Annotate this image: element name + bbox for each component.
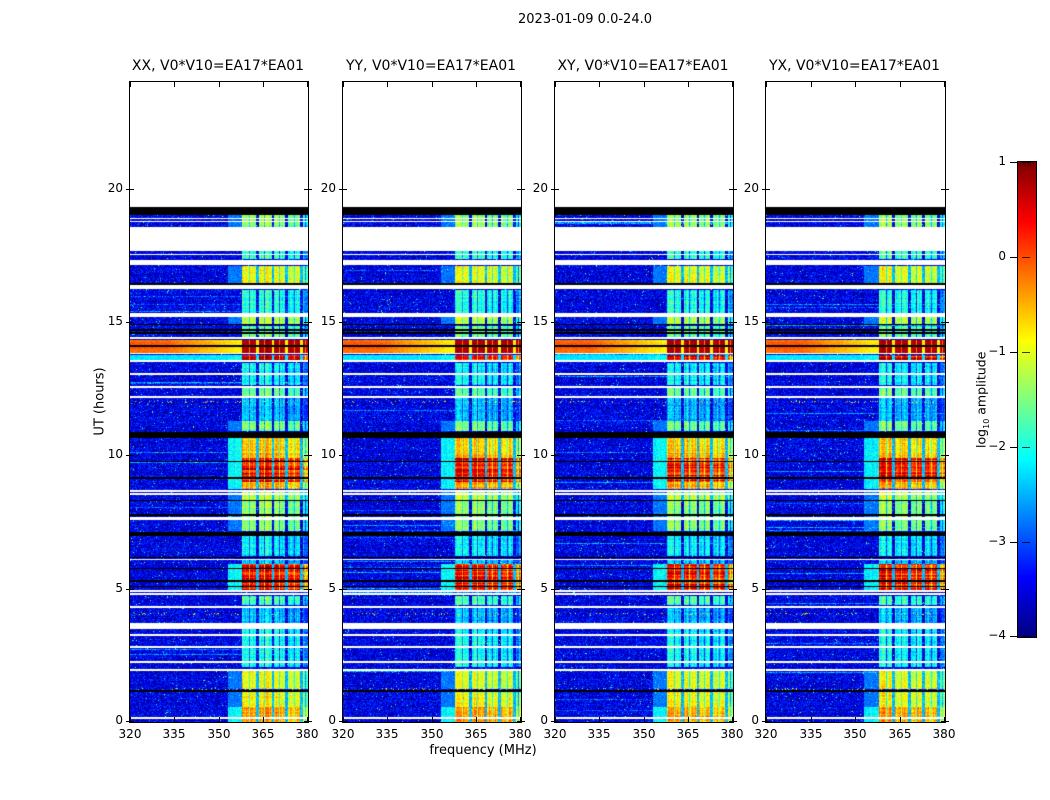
y-tick-label: 20 — [743, 181, 759, 195]
y-tick-mark — [339, 455, 347, 456]
panel-title-XY: XY, V0*V10=EA17*EA01 — [557, 58, 729, 74]
y-tick-label: 5 — [751, 581, 759, 595]
figure-title: 2023-01-09 0.0-24.0 — [518, 12, 652, 27]
x-tick-mark — [263, 717, 264, 722]
y-tick-label: 10 — [320, 447, 336, 461]
x-tick-mark — [520, 82, 521, 87]
x-tick-mark — [219, 82, 220, 87]
spectrogram-panel-XX — [129, 81, 309, 723]
panel-title-XX: XX, V0*V10=EA17*EA01 — [131, 58, 305, 74]
y-tick-mark — [762, 322, 770, 323]
y-tick-label: 0 — [751, 713, 759, 727]
x-tick-label: 380 — [508, 727, 532, 741]
x-tick-label: 380 — [295, 727, 319, 741]
y-tick-label: 20 — [532, 181, 548, 195]
y-tick-mark — [551, 589, 559, 590]
x-tick-label: 380 — [932, 727, 956, 741]
y-tick-label: 10 — [743, 447, 759, 461]
y-tick-label: 15 — [320, 314, 336, 328]
x-tick-label: 365 — [464, 727, 488, 741]
y-tick-mark — [941, 721, 949, 722]
x-tick-label: 320 — [331, 727, 355, 741]
x-tick-label: 350 — [207, 727, 231, 741]
x-tick-label: 350 — [632, 727, 656, 741]
y-tick-mark — [126, 721, 134, 722]
x-tick-label: 335 — [162, 727, 186, 741]
y-axis-label: UT (hours) — [92, 367, 108, 436]
y-tick-mark — [762, 455, 770, 456]
y-tick-mark — [762, 589, 770, 590]
spectrogram-panel-XY — [554, 81, 734, 723]
x-tick-mark — [599, 82, 600, 87]
colorbar-tick-mark — [1010, 542, 1018, 543]
y-tick-mark — [941, 589, 949, 590]
colorbar-tick-label: −4 — [988, 628, 1006, 642]
x-tick-label: 365 — [888, 727, 912, 741]
colorbar-tick-mark — [1022, 257, 1030, 258]
x-tick-mark — [307, 82, 308, 87]
y-tick-mark — [762, 721, 770, 722]
x-tick-mark — [219, 717, 220, 722]
y-tick-label: 5 — [115, 581, 123, 595]
x-tick-mark — [688, 717, 689, 722]
x-tick-mark — [855, 82, 856, 87]
y-tick-mark — [339, 322, 347, 323]
x-tick-mark — [944, 82, 945, 87]
colorbar-label-subscript: 10 — [981, 418, 991, 429]
x-tick-mark — [644, 717, 645, 722]
colorbar-label-prefix: log — [973, 428, 989, 448]
colorbar-tick-mark — [1022, 447, 1030, 448]
y-tick-label: 0 — [115, 713, 123, 727]
x-tick-label: 320 — [754, 727, 778, 741]
y-tick-mark — [941, 322, 949, 323]
y-tick-label: 5 — [540, 581, 548, 595]
spectrogram-canvas-YY — [343, 82, 521, 722]
colorbar-tick-mark — [1022, 636, 1030, 637]
y-tick-mark — [339, 721, 347, 722]
x-tick-mark — [732, 82, 733, 87]
x-tick-mark — [343, 82, 344, 87]
y-tick-label: 10 — [532, 447, 548, 461]
x-tick-mark — [900, 717, 901, 722]
colorbar-tick-mark — [1010, 636, 1018, 637]
x-tick-mark — [766, 82, 767, 87]
x-tick-label: 335 — [799, 727, 823, 741]
x-tick-label: 320 — [543, 727, 567, 741]
x-axis-label: frequency (MHz) — [429, 743, 537, 758]
colorbar-gradient — [1018, 162, 1036, 637]
spectrogram-canvas-YX — [766, 82, 945, 722]
x-tick-mark — [555, 82, 556, 87]
x-tick-mark — [130, 82, 131, 87]
y-tick-mark — [126, 455, 134, 456]
colorbar-label-suffix: amplitude — [973, 351, 989, 419]
x-tick-label: 350 — [420, 727, 444, 741]
y-tick-mark — [551, 455, 559, 456]
panel-title-YX: YX, V0*V10=EA17*EA01 — [768, 58, 941, 74]
colorbar-tick-label: −1 — [988, 344, 1006, 358]
colorbar-tick-label: 0 — [998, 249, 1006, 263]
x-tick-mark — [811, 82, 812, 87]
colorbar-tick-label: −2 — [988, 439, 1006, 453]
x-tick-mark — [855, 717, 856, 722]
y-tick-mark — [126, 189, 134, 190]
x-tick-mark — [688, 82, 689, 87]
y-tick-mark — [941, 189, 949, 190]
x-tick-mark — [174, 82, 175, 87]
colorbar-tick-mark — [1010, 447, 1018, 448]
y-tick-mark — [551, 189, 559, 190]
x-tick-mark — [599, 717, 600, 722]
x-tick-mark — [811, 717, 812, 722]
colorbar-tick-mark — [1010, 352, 1018, 353]
y-tick-label: 0 — [540, 713, 548, 727]
y-tick-label: 20 — [107, 181, 123, 195]
y-tick-label: 15 — [743, 314, 759, 328]
colorbar-tick-mark — [1010, 257, 1018, 258]
x-tick-label: 365 — [676, 727, 700, 741]
spectrogram-canvas-XX — [130, 82, 308, 722]
colorbar-tick-label: 1 — [998, 154, 1006, 168]
spectrogram-panel-YY — [342, 81, 522, 723]
x-tick-mark — [644, 82, 645, 87]
colorbar-tick-mark — [1022, 542, 1030, 543]
colorbar-tick-mark — [1022, 162, 1030, 163]
y-tick-mark — [551, 322, 559, 323]
colorbar-tick-mark — [1010, 162, 1018, 163]
x-tick-mark — [387, 717, 388, 722]
x-tick-label: 320 — [118, 727, 142, 741]
spectrogram-panel-YX — [765, 81, 946, 723]
x-tick-label: 365 — [251, 727, 275, 741]
panel-title-YY: YY, V0*V10=EA17*EA01 — [345, 58, 517, 74]
x-tick-mark — [263, 82, 264, 87]
colorbar-frame — [1017, 161, 1037, 638]
y-tick-mark — [762, 189, 770, 190]
x-tick-label: 335 — [375, 727, 399, 741]
y-tick-label: 10 — [107, 447, 123, 461]
x-tick-mark — [476, 717, 477, 722]
y-tick-mark — [126, 322, 134, 323]
y-tick-mark — [126, 589, 134, 590]
x-tick-mark — [174, 717, 175, 722]
y-tick-mark — [941, 455, 949, 456]
y-tick-label: 5 — [328, 581, 336, 595]
x-tick-label: 380 — [720, 727, 744, 741]
y-tick-mark — [339, 589, 347, 590]
x-tick-mark — [900, 82, 901, 87]
y-tick-label: 15 — [532, 314, 548, 328]
colorbar-tick-mark — [1022, 352, 1030, 353]
y-tick-label: 20 — [320, 181, 336, 195]
y-tick-label: 0 — [328, 713, 336, 727]
colorbar-tick-label: −3 — [988, 534, 1006, 548]
spectrogram-canvas-XY — [555, 82, 733, 722]
x-tick-label: 350 — [843, 727, 867, 741]
x-tick-mark — [432, 82, 433, 87]
x-tick-label: 335 — [587, 727, 611, 741]
y-tick-label: 15 — [107, 314, 123, 328]
x-tick-mark — [476, 82, 477, 87]
x-tick-mark — [387, 82, 388, 87]
x-tick-mark — [432, 717, 433, 722]
y-tick-mark — [339, 189, 347, 190]
y-tick-mark — [551, 721, 559, 722]
